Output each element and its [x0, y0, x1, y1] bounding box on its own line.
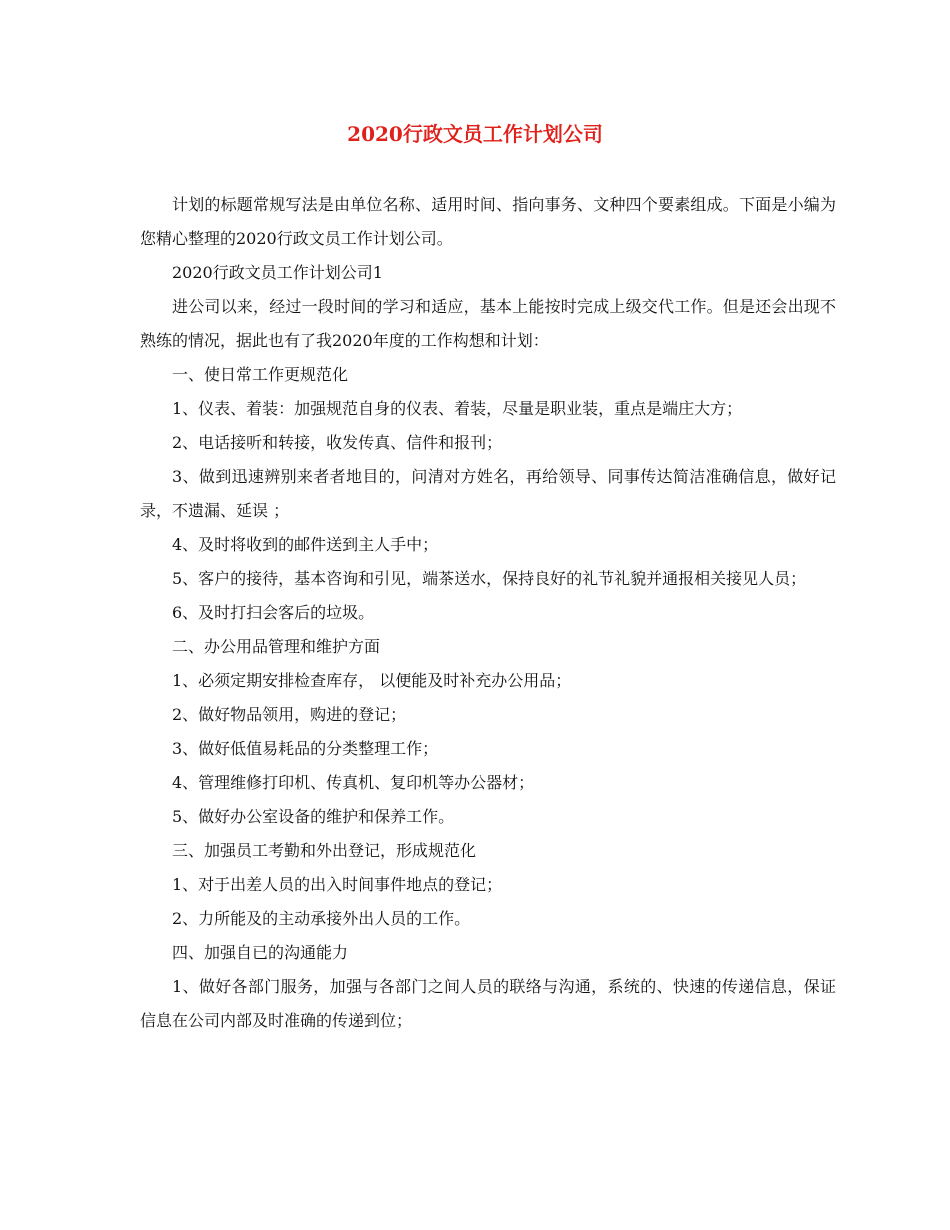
document-body: [140, 188, 836, 1038]
document-title: 2020行政文员工作计划公司: [347, 122, 603, 146]
paragraph-heading-4: 四、加强自已的沟通能力: [172, 943, 349, 962]
list-item: 1、仪表、着装：加强规范自身的仪表、着装，尽量是职业装，重点是端庄大方；: [172, 399, 743, 418]
list-item: 4、管理维修打印机、传真机、复印机等办公器材；: [172, 773, 535, 792]
paragraph-section-heading: 2020行政文员工作计划公司1: [172, 263, 383, 282]
paragraph-intro: 计划的标题常规写法是由单位名称、适用时间、指向事务、文种四个要素组成。下面是小编为您精心整理的2020行政文员工作计划公司。: [140, 195, 836, 248]
paragraph-heading-2: 二、办公用品管理和维护方面: [172, 637, 381, 656]
list-item: 3、做到迅速辨别来者者地目的，问清对方姓名，再给领导、同事传达简洁准确信息，做好记录，不遗漏、延误 ；: [140, 467, 836, 520]
list-item: 5、客户的接待，基本咨询和引见，端茶送水，保持良好的礼节礼貌并通报相关接见人员；: [172, 569, 807, 588]
list-item: 2、电话接听和转接，收发传真、信件和报刊；: [172, 433, 503, 452]
paragraph: 进公司以来，经过一段时间的学习和适应，基本上能按时完成上级交代工作。但是还会出现不熟练的情况，据此也有了我2020年度的工作构想和计划：: [140, 297, 836, 350]
list-item: 2、力所能及的主动承接外出人员的工作。: [172, 909, 471, 928]
paragraph-heading-3: 三、加强员工考勤和外出登记，形成规范化: [172, 841, 477, 860]
list-item: 5、做好办公室设备的维护和保养工作。: [172, 807, 455, 826]
list-item: 6、及时打扫会客后的垃圾。: [172, 603, 375, 622]
paragraph-heading-1: 一、使日常工作更规范化: [172, 365, 349, 384]
list-item: 2、做好物品领用，购进的登记；: [172, 705, 407, 724]
list-item: 1、必须定期安排检查库存， 以便能及时补充办公用品；: [172, 671, 572, 690]
list-item: 4、及时将收到的邮件送到主人手中；: [172, 535, 439, 554]
list-item: 3、做好低值易耗品的分类整理工作；: [172, 739, 439, 758]
list-item: 1、对于出差人员的出入时间事件地点的登记；: [172, 875, 503, 894]
list-item: 1、做好各部门服务，加强与各部门之间人员的联络与沟通，系统的、快速的传递信息，保证信息在公司内部及时准确的传递到位；: [140, 977, 836, 1030]
